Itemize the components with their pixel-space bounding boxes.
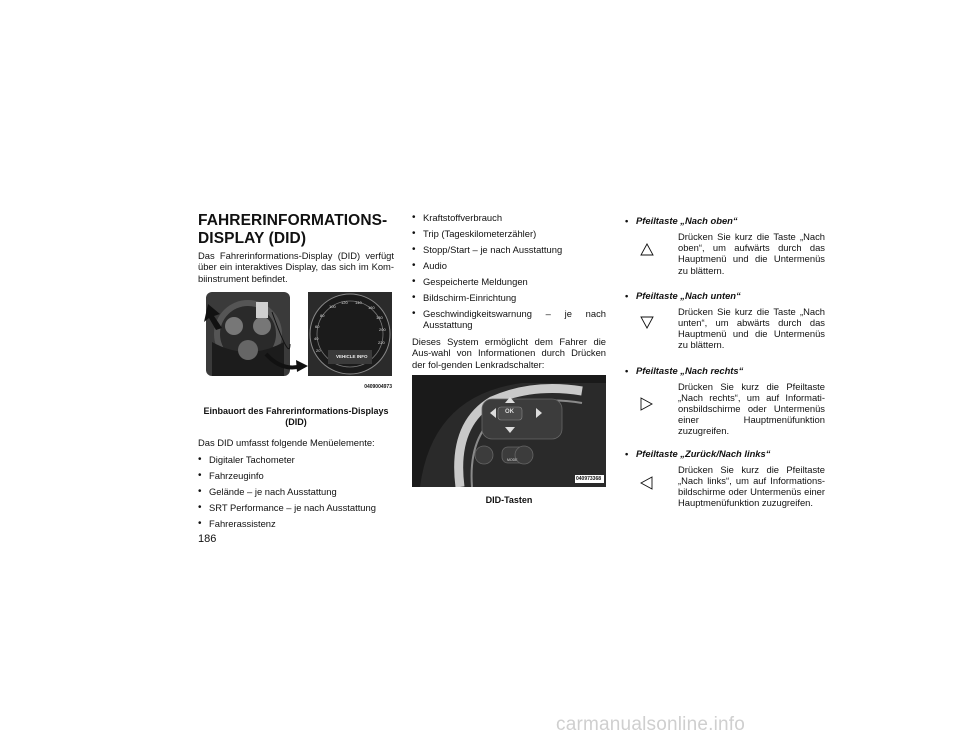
intro-paragraph: Das Fahrerinformations-Display (DID) verfügt über ein interaktives Display, das sich im Kom-biinstrument befindet. xyxy=(198,250,394,284)
key-description: Drücken Sie kurz die Pfeiltaste „Nach rechts“, um auf Informati-onsbildschirme oder Untermenüs einer Hauptmenüfunktion zuzugreifen. xyxy=(678,380,825,437)
gauge-tick: 200 xyxy=(379,327,386,333)
illustration-steering-buttons xyxy=(412,375,606,487)
arrow-up-icon xyxy=(640,243,654,256)
key-description: Drücken Sie kurz die Pfeiltaste „Nach links“, um auf Informations-bildschirme oder Untermenüs einer Hauptmenüfunktion zuzugreifen. xyxy=(678,463,825,509)
arrow-down-icon xyxy=(640,316,654,329)
gauge-tick: 40 xyxy=(314,336,319,342)
mode-button-label: MODE xyxy=(507,458,518,463)
list-item: • Geschwindigkeitswarnung – je nach Ausstattung xyxy=(412,308,606,330)
key-title: • Pfeiltaste „Nach unten“ xyxy=(625,290,825,301)
gauge-tick: 220 xyxy=(378,340,385,346)
key-title: • Pfeiltaste „Nach oben“ xyxy=(625,215,825,226)
gauge-tick: 20 xyxy=(316,348,321,354)
figure-code: 040973368 xyxy=(576,476,602,483)
menu-intro: Das DID umfasst folgende Menüelemente: xyxy=(198,437,375,449)
figure-caption: DID-Tasten xyxy=(485,495,533,506)
column-middle xyxy=(412,212,606,506)
ok-button-label: OK xyxy=(505,409,514,416)
gauge-tick: 80 xyxy=(320,313,325,319)
list-item: • Bildschirm-Einrichtung xyxy=(412,292,606,303)
key-up xyxy=(625,215,825,276)
figure-code: 0409004973 xyxy=(364,384,392,391)
page-number: 186 xyxy=(198,532,217,545)
column-left xyxy=(198,212,394,545)
gauge-tick: 60 xyxy=(315,324,320,330)
gauge-tick: 180 xyxy=(376,315,383,321)
column-right xyxy=(625,212,825,508)
menu-list-continued xyxy=(412,212,606,330)
key-right xyxy=(625,365,825,437)
gauge-tick: 100 xyxy=(329,304,336,310)
list-item: • Stopp/Start – je nach Ausstattung xyxy=(412,244,606,255)
list-item: • Audio xyxy=(412,260,606,271)
key-title: • Pfeiltaste „Zurück/Nach links“ xyxy=(625,448,825,459)
gauge-tick: 120 xyxy=(341,300,348,306)
list-item: • Fahrzeuginfo xyxy=(198,470,394,481)
display-label: VEHICLE INFO xyxy=(336,354,368,360)
arrow-left-icon xyxy=(640,476,653,490)
section-title: FAHRERINFORMATIONS- DISPLAY (DID) xyxy=(198,212,388,247)
list-item: • Kraftstoffverbrauch xyxy=(412,212,606,223)
list-item: • Gelände – je nach Ausstattung xyxy=(198,486,394,497)
key-description: Drücken Sie kurz die Taste „Nach unten“, um abwärts durch das Hauptmenü und die Untermenüs zu blättern. xyxy=(678,305,825,351)
arrow-right-icon xyxy=(640,397,653,411)
list-item: • Fahrerassistenz xyxy=(198,518,394,529)
figure-did-buttons xyxy=(412,375,606,487)
list-item: • Gespeicherte Meldungen xyxy=(412,276,606,287)
menu-list xyxy=(198,454,394,529)
key-down xyxy=(625,290,825,351)
list-item: • Digitaler Tachometer xyxy=(198,454,394,465)
figure-did-location xyxy=(198,292,394,402)
key-title: • Pfeiltaste „Nach rechts“ xyxy=(625,365,825,376)
key-description: Drücken Sie kurz die Taste „Nach oben“, um aufwärts durch das Hauptmenü und die Untermenüs zu blättern. xyxy=(678,231,825,276)
gauge-tick: 160 xyxy=(368,305,375,311)
figure-caption: Einbauort des Fahrerinformations-Displays (DID) xyxy=(203,406,389,427)
gauge-tick: 140 xyxy=(355,300,362,306)
list-item: • Trip (Tageskilometerzähler) xyxy=(412,228,606,239)
key-left xyxy=(625,448,825,509)
watermark: carmanualsonline.info xyxy=(556,714,746,735)
list-item: • SRT Performance – je nach Ausstattung xyxy=(198,502,394,513)
system-paragraph: Dieses System ermöglicht dem Fahrer die Aus-wahl von Informationen durch Drücken der fol-genden Lenkradschalter: xyxy=(412,336,606,370)
